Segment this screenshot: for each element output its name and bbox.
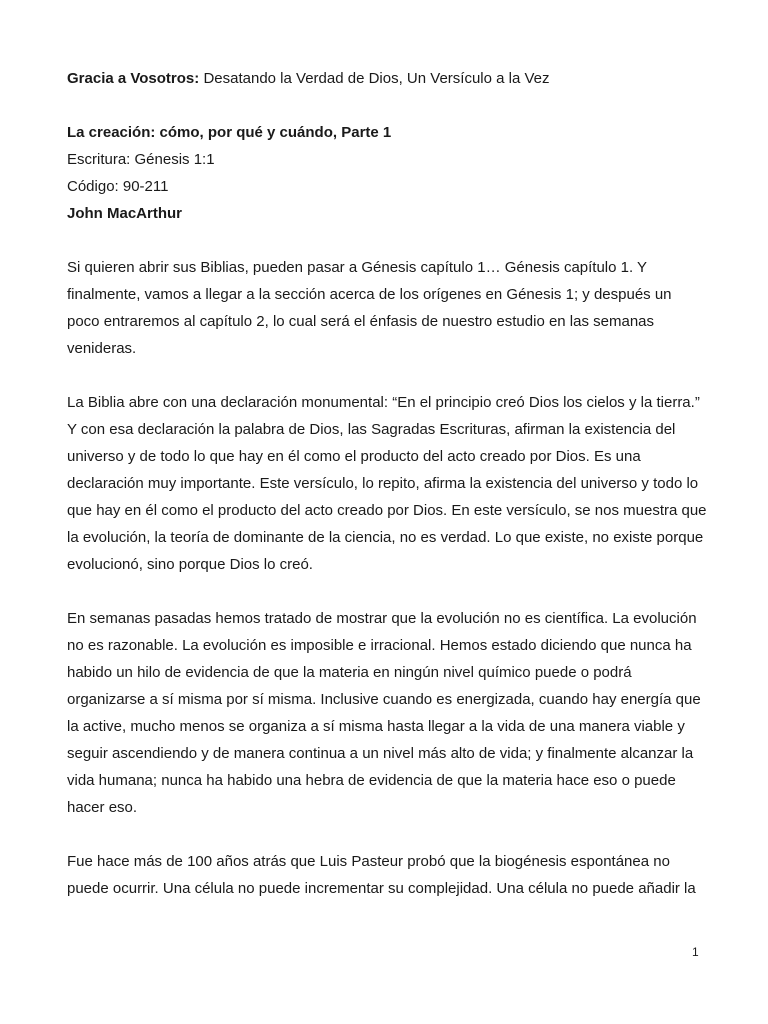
sermon-title: La creación: cómo, por qué y cuándo, Parte 1 [67, 124, 392, 141]
series-subtitle: Desatando la Verdad de Dios, Un Versículo a la Vez [203, 70, 550, 87]
series-name: Gracia a Vosotros: [67, 70, 200, 87]
document-page [67, 65, 707, 902]
paragraph-1: Si quieren abrir sus Biblias, pueden pasar a Génesis capítulo 1… Génesis capítulo 1. Y finalmente, vamos a llegar a la sección acerca de los orígenes en Génesis 1; y después un poco entraremos al capítulo 2, lo cual será el énfasis de nuestro estudio en las semanas venideras. [67, 259, 672, 357]
paragraph-4: Fue hace más de 100 años atrás que Luis Pasteur probó que la biogénesis espontánea no puede ocurrir. Una célula no puede incrementar su complejidad. Una célula no puede añadir la [67, 853, 696, 897]
paragraph-2: La Biblia abre con una declaración monumental: “En el principio creó Dios los cielos y la tierra.” Y con esa declaración la palabra de Dios, las Sagradas Escrituras, afirman la existencia del universo y de todo lo que hay en él como el producto del acto creado por Dios. Es una declaración muy importante. Este versículo, lo repito, afirma la existencia del universo y todo lo que hay en él como el producto del acto creado por Dios. En este versículo, se nos muestra que la evolución, la teoría de dominante de la ciencia, no es verdad. Lo que existe, no existe porque evolucionó, sino porque Dios lo creó. [67, 394, 707, 573]
page-number: 1 [692, 945, 699, 959]
sermon-code: Código: 90-211 [67, 178, 169, 195]
series-header [67, 65, 707, 92]
scripture-reference: Escritura: Génesis 1:1 [67, 151, 215, 168]
sermon-header [67, 119, 707, 227]
sermon-body [67, 254, 707, 902]
paragraph-3: En semanas pasadas hemos tratado de mostrar que la evolución no es científica. La evolución no es razonable. La evolución es imposible e irracional. Hemos estado diciendo que nunca ha habido un hilo de evidencia de que la materia en ningún nivel químico puede o podrá organizarse a sí misma por sí misma. Inclusive cuando es energizada, cuando hay energía que la active, mucho menos se organiza a sí misma hasta llegar a la vida de una manera viable y seguir ascendiendo y de manera continua a un nivel más alto de vida; y finalmente alcanzar la vida humana; nunca ha habido una hebra de evidencia de que la materia hace eso o puede hacer eso. [67, 610, 701, 816]
author-name: John MacArthur [67, 205, 183, 222]
